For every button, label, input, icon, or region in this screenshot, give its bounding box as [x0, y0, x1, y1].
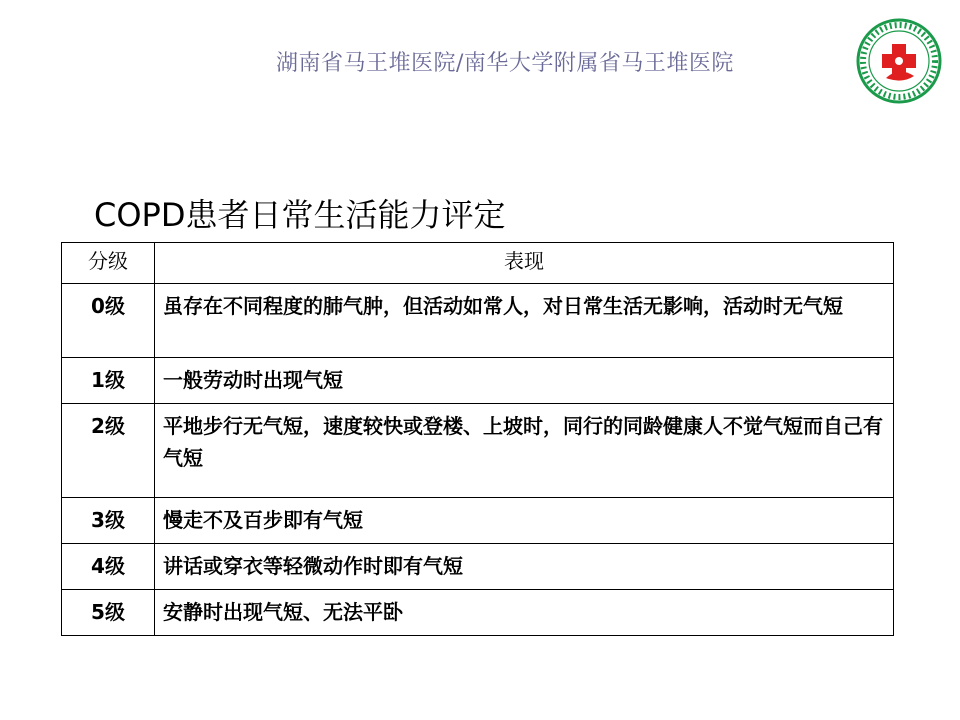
table-row: [62, 498, 894, 544]
row-description: 讲话或穿衣等轻微动作时即有气短: [155, 544, 894, 590]
header-description: 表现: [155, 243, 894, 284]
row-description: 一般劳动时出现气短: [155, 358, 894, 404]
table-row: [62, 284, 894, 358]
row-level: 0级: [62, 284, 155, 358]
row-description: 安静时出现气短、无法平卧: [155, 590, 894, 636]
slide-title: COPD患者日常生活能力评定: [94, 196, 506, 234]
table-row: [62, 404, 894, 498]
row-level: 1级: [62, 358, 155, 404]
row-description: 虽存在不同程度的肺气肿，但活动如常人，对日常生活无影响，活动时无气短: [155, 284, 894, 358]
row-description: 平地步行无气短，速度较快或登楼、上坡时，同行的同龄健康人不觉气短而自己有气短: [155, 404, 894, 498]
header-level: 分级: [62, 243, 155, 284]
table-row: [62, 358, 894, 404]
row-level: 2级: [62, 404, 155, 498]
row-level: 3级: [62, 498, 155, 544]
hospital-name-header: 湖南省马王堆医院/南华大学附属省马王堆医院: [276, 51, 734, 76]
hospital-logo-icon: [856, 18, 942, 104]
row-level: 5级: [62, 590, 155, 636]
row-level: 4级: [62, 544, 155, 590]
table-header-row: [62, 243, 894, 284]
table-row: [62, 544, 894, 590]
table-row: [62, 590, 894, 636]
row-description: 慢走不及百步即有气短: [155, 498, 894, 544]
copd-grade-table: [61, 242, 894, 636]
